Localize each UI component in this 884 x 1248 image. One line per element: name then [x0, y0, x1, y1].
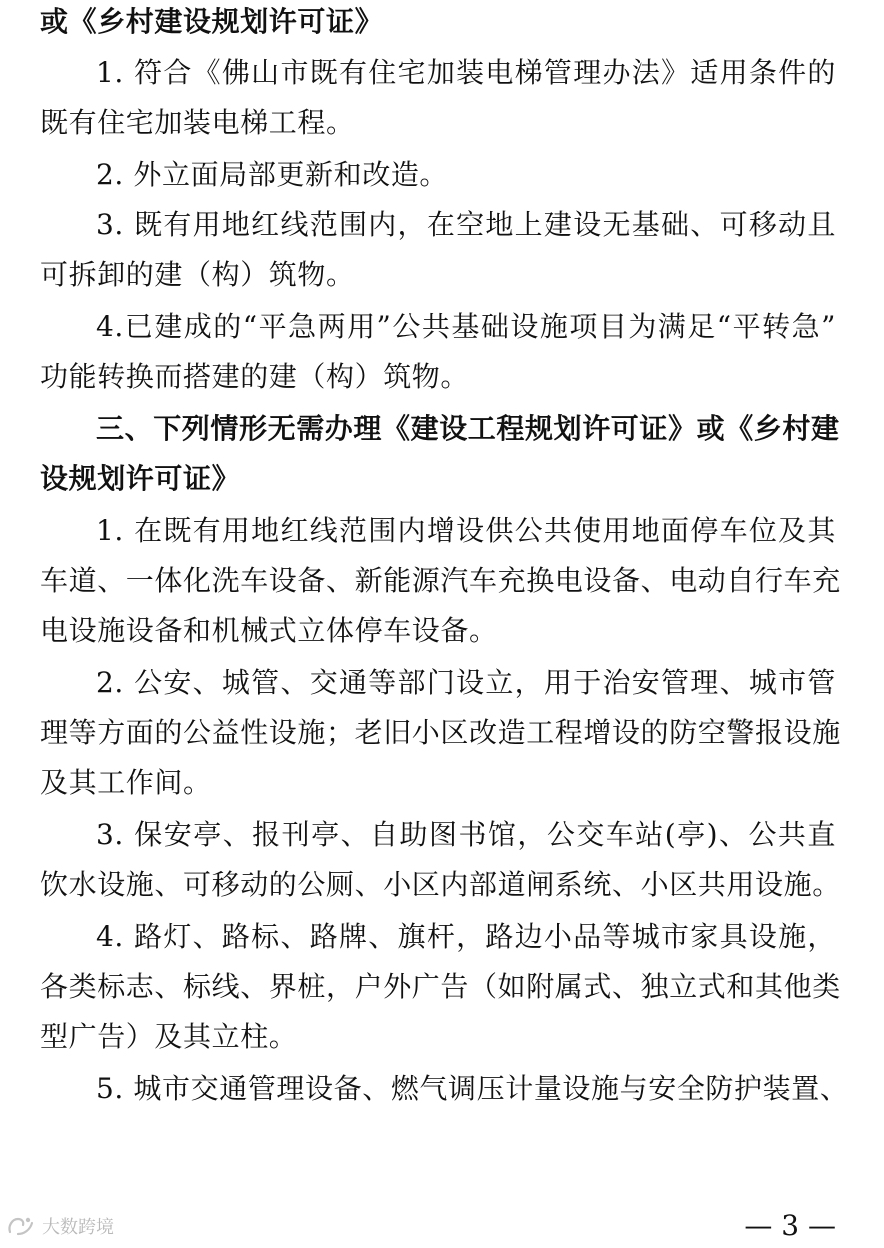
- text-line: 1. 符合《佛山市既有住宅加装电梯管理办法》适用条件的: [96, 56, 836, 89]
- text-line: 或《乡村建设规划许可证》: [40, 5, 384, 38]
- text-line: 车道、一体化洗车设备、新能源汽车充换电设备、电动自行车充: [40, 564, 841, 597]
- watermark-logo-icon: [6, 1214, 36, 1238]
- section-heading: 设规划许可证》: [40, 462, 241, 495]
- text-line: 可拆卸的建（构）筑物。: [40, 258, 355, 291]
- text-line: 电设施设备和机械式立体停车设备。: [40, 614, 498, 647]
- watermark-text: 大数跨境: [42, 1217, 114, 1238]
- text-line: 3. 保安亭、报刊亭、自助图书馆，公交车站(亭)、公共直: [96, 818, 836, 851]
- page-number: — 3 —: [744, 1209, 836, 1242]
- section-heading: 三、下列情形无需办理《建设工程规划许可证》或《乡村建: [96, 412, 840, 445]
- text-line: 4.已建成的“平急两用”公共基础设施项目为满足“平转急”: [96, 310, 836, 343]
- text-line: 理等方面的公益性设施；老旧小区改造工程增设的防空警报设施: [40, 716, 841, 749]
- text-line: 1. 在既有用地红线范围内增设供公共使用地面停车位及其: [96, 514, 836, 547]
- text-line: 饮水设施、可移动的公厕、小区内部道闸系统、小区共用设施。: [40, 868, 841, 901]
- watermark: [6, 1211, 114, 1241]
- text-line: 5. 城市交通管理设备、燃气调压计量设施与安全防护装置、: [96, 1072, 849, 1105]
- text-line: 3. 既有用地红线范围内，在空地上建设无基础、可移动且: [96, 208, 836, 241]
- text-line: 及其工作间。: [40, 766, 212, 799]
- text-line: 型广告）及其立柱。: [40, 1020, 298, 1053]
- text-line: 2. 外立面局部更新和改造。: [96, 158, 449, 191]
- text-line: 2. 公安、城管、交通等部门设立，用于治安管理、城市管: [96, 666, 836, 699]
- text-line: 4. 路灯、路标、路牌、旗杆，路边小品等城市家具设施，: [96, 920, 836, 953]
- text-line: 各类标志、标线、界桩，户外广告（如附属式、独立式和其他类: [40, 970, 841, 1003]
- text-line: 既有住宅加装电梯工程。: [40, 106, 355, 139]
- text-line: 功能转换而搭建的建（构）筑物。: [40, 360, 470, 393]
